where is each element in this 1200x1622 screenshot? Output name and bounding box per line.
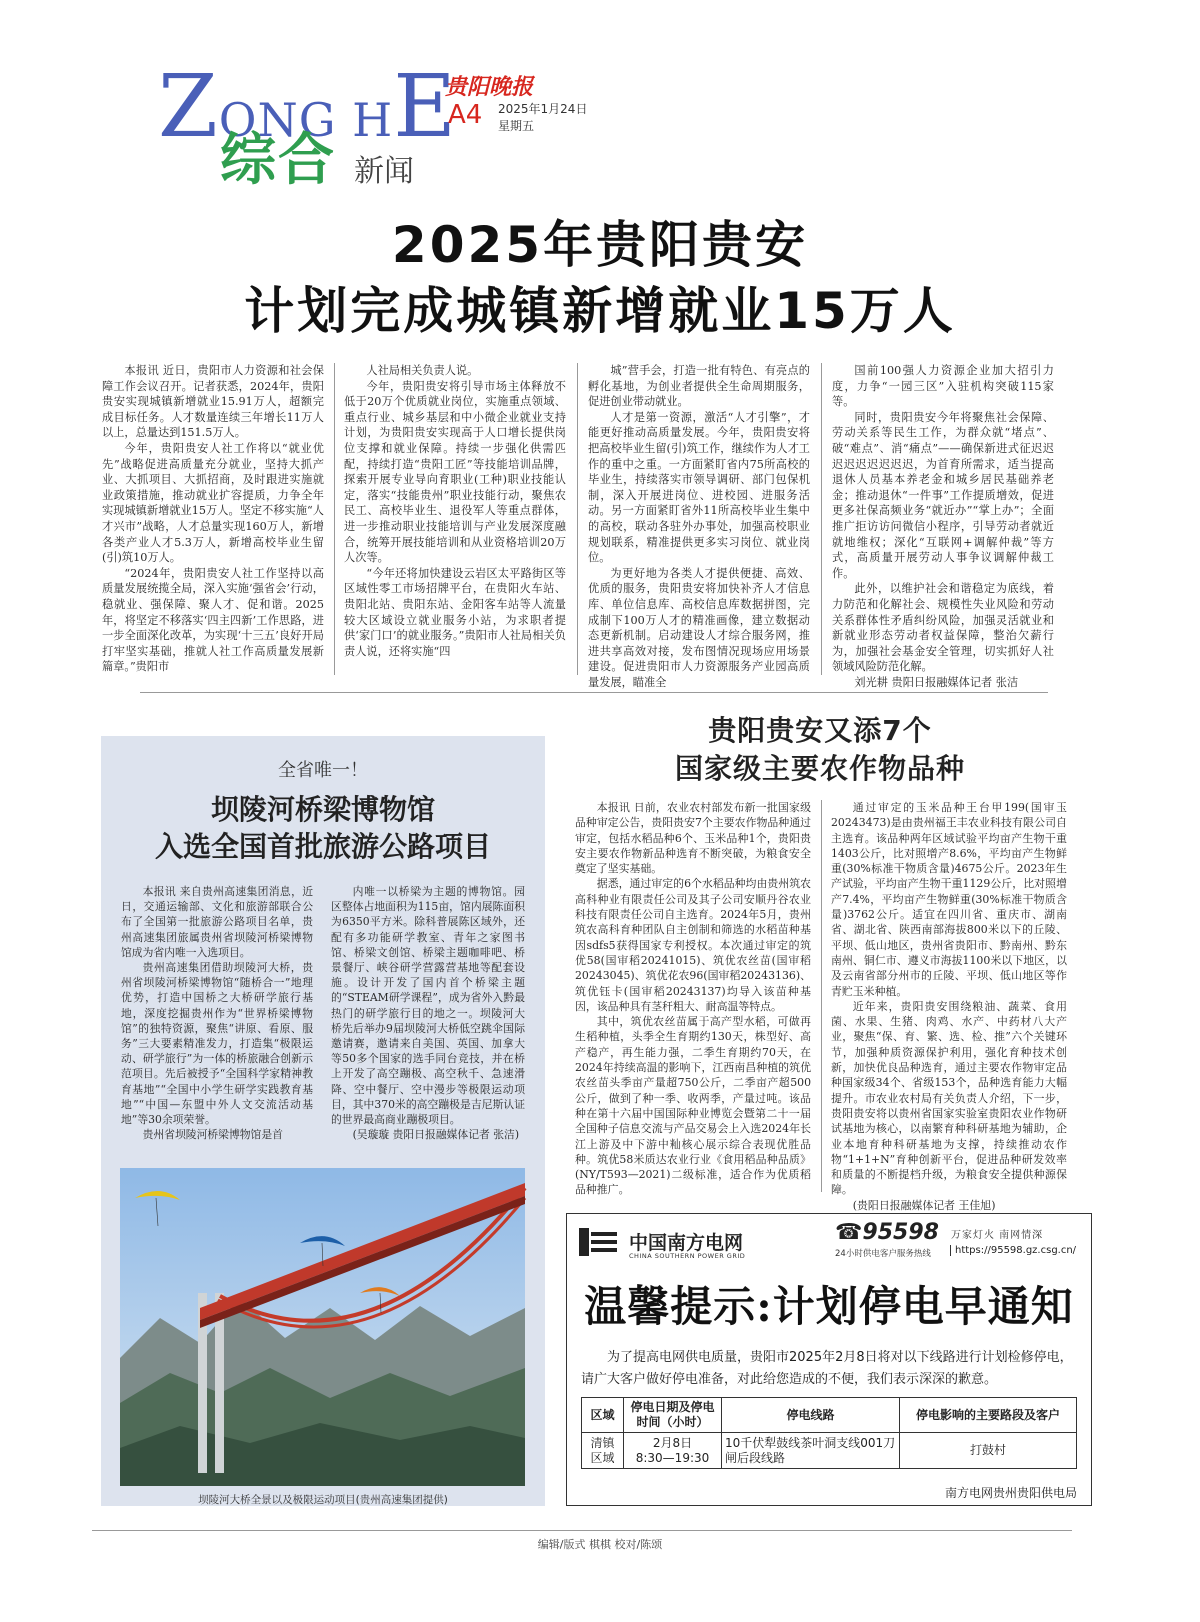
bridge-photo — [120, 1168, 525, 1486]
hotline-number: ☎95598 — [835, 1220, 939, 1245]
cell-date: 2月8日 — [652, 1435, 693, 1450]
paragraph: 今年，贵阳贵安人社工作将以“就业优先”战略促进高质量充分就业，坚持大抓产业、大抓项目、大抓招商，及时跟进实施就业政策措施，推动就业扩容提质，力争全年实现城镇新增就业15万人。坚定不移实施“人才兴市”战略，人才总量实现160万人，新增各类产业人才5.3万人，新增高校毕业生留(引)筑10万人。 — [102, 441, 324, 565]
power-outage-notice-ad — [566, 1213, 1092, 1506]
cell-line: 10千伏犁鼓线茶叶洞支线001刀闸后段线路 — [722, 1433, 900, 1469]
article1-column-1 — [102, 363, 324, 675]
hotline-label: 24小时供电客户服务热线 — [835, 1249, 931, 1259]
paragraph: 本报讯 近日，贵阳市人力资源和社会保障工作会议召开。记者获悉，2024年，贵阳贵安实现城镇新增就业15.91万人，超额完成目标任务。人才数量连续三年增长11万人以上，总量达到151.5万人。 — [102, 364, 324, 440]
photo-caption: 坝陵河大桥全景以及极限运动项目(贵州高速集团提供) — [198, 1494, 448, 1506]
paragraph: 城”营手会，打造一批有特色、有亮点的孵化基地，为创业者提供全生命周期服务，促进创业带动就业。 — [588, 364, 810, 409]
pinyin-z: Z — [158, 57, 219, 157]
paragraph: 为更好地为各类人才提供便捷、高效、优质的服务，贵阳贵安将加快补齐人才信息库、单位信息库、高校信息库数据拼图，完成制下100万人才的精准画像，建立数据动态更新机制。启动建设人才综合服务网，推进共享高效对接，发布图情况现场应用场景建设。促进贵阳市人力资源服务产业园高质量发展，瞄准全 — [588, 566, 810, 689]
headline-line-2: 计划完成城镇新增就业15万人 — [244, 282, 956, 340]
footer-rule — [92, 1530, 1072, 1531]
column-divider — [821, 363, 822, 675]
feature-kicker: 全省唯一！ — [278, 760, 368, 781]
notice-title: 温馨提示:计划停电早通知 — [584, 1282, 1074, 1331]
paragraph: “2024年，贵阳贵安人社工作坚持以高质量发展统揽全局，深入实施‘强省会’行动，稳就业、强保障、聚人才、促和谐。2025年，将坚定不移落实‘四主四新’工作思路，进一步全面深化改革，为实现‘十三五’良好开局打牢坚实基础，推就人社工作高质量发展新篇章。”贵阳市 — [102, 566, 324, 674]
slogan: 万家灯火 南网情深 — [951, 1230, 1044, 1241]
feature-title-line-2: 入选全国首批旅游公路项目 — [154, 830, 491, 863]
footer-credits: 编辑/版式 棋棋 校对/陈颂 — [537, 1538, 663, 1551]
weekday: 星期五 — [498, 119, 535, 133]
header-affected: 停电影响的主要路段及客户 — [900, 1398, 1077, 1433]
outage-table — [581, 1397, 1077, 1469]
paragraph: (贵阳日报融媒体记者 王佳旭) — [852, 1198, 996, 1212]
table-header-row — [582, 1398, 1077, 1433]
article1-column-2 — [344, 363, 566, 675]
feature-title-line-1: 坝陵河桥梁博物馆 — [210, 793, 435, 826]
cell-area: 清镇区域 — [582, 1433, 624, 1469]
paragraph: 本报讯 来自贵州高速集团消息，近日，交通运输部、文化和旅游部联合公布了全国第一批旅游公路项目名单，贵州高速集团旅属贵州省坝陵河桥梁博物馆成为省内唯一入选项目。 — [121, 885, 313, 959]
csg-logo — [577, 1224, 757, 1264]
column-divider — [821, 800, 822, 1192]
paragraph: 近年来，贵阳贵安围绕粮油、蔬菜、食用菌、水果、生猪、肉鸡、水产、中药材八大产业，聚焦“保、育、繁、选、检、推”六个关键环节，加强种质资源保护利用，强化育种技术创新，加快优良品种选育，通过主要农作物审定品种国家级34个、省级153个，品种选育能力大幅提升。市农业农村局有关负责人介绍，下一步，贵阳贵安将以贵州省国家实验室贵阳农业作物研试基地为核心，以南繁育种科研基地为辅助，企业本地育种科研基地为支撑，持续推动农作物“1+1+N”育种创新平台，促进品种研发效率和质量的不断提档升级，为粮食安全提供种源保障。 — [831, 999, 1067, 1197]
feature-column-1 — [121, 884, 313, 1166]
notice-signature: 南方电网贵州贵阳供电局 — [944, 1486, 1077, 1500]
service-url[interactable]: https://95598.gz.csg.cn/ — [950, 1245, 1076, 1256]
logo-chinese: 中国南方电网 — [629, 1232, 744, 1254]
cell-hours: 8:30—19:30 — [635, 1450, 710, 1465]
table-row — [582, 1433, 1077, 1469]
paragraph: 此外，以维护社会和谐稳定为底线，着力防范和化解社会、规模性失业风险和劳动关系群体性矛盾纠纷风险，加强灵活就业和新就业形态劳动者权益保障，整治欠薪行为，加强社会基金安全管理，切实抓好人社领域风险防范化解。 — [832, 582, 1054, 674]
paragraph: 通过审定的玉米品种王台甲199(国审玉20243473)是由贵州福王丰农业科技有限公司自主选育。该品种两年区域试验平均亩产生物干重1403公斤，比对照增产8.6%，平均亩产生物鲜重(30%标准干物质含量)4675公斤。2023年生产试验，平均亩产生物干重1129公斤，比对照增产7.4%，平均亩产生物鲜重(30%标准干物质含量)3762公斤。适宜在四川省、重庆市、湖南省、湖北省、陕西南部海拔800米以下的丘陵、平坝、低山地区，贵州省贵阳市、黔南州、黔东南州、铜仁市、遵义市海拔1100米以下地区，以及云南省部分州市的丘陵、平坝、低山地区等作青贮玉米种植。 — [831, 801, 1067, 998]
article1-column-4 — [832, 363, 1054, 689]
logo-english: CHINA SOUTHERN POWER GRID — [629, 1252, 746, 1260]
paragraph: 内唯一以桥梁为主题的博物馆。园区整体占地面积为115亩，馆内展陈面积为6350平方米。除科普展陈区域外，还配有多功能研学教室、青年之家图书馆、桥梁文创馆、桥梁主题咖啡吧、桥景餐厅、峡谷研学营露营基地等配套设施。设计开发了国内首个桥梁主题的“STEAM研学课程”，成为省外入黔最热门的研学旅行目的地之一。坝陵河大桥先后举办9届坝陵河大桥低空跳伞国际邀请赛，邀请来自美国、英国、加拿大等50多个国家的选手同台竞技，并在桥上开发了高空蹦极、高空秋千、急速滑降、空中餐厅、空中漫步等极限运动项目，其中370米的高空蹦极是吉尼斯认证的世界最高商业蹦极项目。 — [331, 885, 525, 1127]
paragraph: 本报讯 日前，农业农村部发布新一批国家级品种审定公告，贵阳贵安7个主要农作物品种通过审定，包括水稻品种6个、玉米品种1个，贵阳贵安主要农作物新品种选育不断突破，为粮食安全奠定了坚实基础。 — [575, 801, 811, 876]
issue-date — [498, 101, 587, 135]
cell-affected: 打鼓村 — [900, 1433, 1077, 1469]
section-divider — [140, 692, 1048, 693]
date: 2025年1月24日 — [498, 102, 588, 116]
feature-box — [101, 736, 545, 1506]
paragraph: 贵州省坝陵河桥梁博物馆是首 — [142, 1128, 283, 1142]
article2-title — [570, 712, 1070, 788]
pinyin-rest: ONG H — [218, 93, 394, 147]
paragraph: 贵州高速集团借助坝陵河大桥，贵州省坝陵河桥梁博物馆“随桥合一”地理优势，打造中国桥之大桥研学旅行基地，深度挖掘贵州作为“世界桥梁博物馆”的独特资源，聚焦“讲原、看原、服务”三大要素精准发力，打造集“极限运动、研学旅行”为一体的桥旅融合创新示范项目。先后被授予“全国科学家精神教育基地”“全国中小学生研学实践教育基地”“中国—东盟中外人文交流活动基地”等30余项荣誉。 — [121, 961, 313, 1127]
header-area: 区域 — [582, 1398, 624, 1433]
csg-logo-icon — [577, 1224, 621, 1260]
cell-time — [624, 1433, 722, 1469]
column-subtitle: 新闻 — [354, 154, 414, 189]
paragraph: 据悉，通过审定的6个水稻品种均由贵州筑农高科种业有限责任公司及其子公司安顺丹谷农业科技有限责任公司自主选育。2024年5月，贵州筑农高科育种团队自主创制和筛选的水稻苗种基因sdfs5获得国家专利授权。本次通过审定的筑优58(国审稻20241015)、筑优农丝苗(国审稻20243045)、筑优花农96(国审稻20243136)、筑优钰卡(国审稻20243137)均导入该苗种基因，该品种具有茎秆粗大、耐高温等特点。 — [575, 877, 811, 1013]
masthead — [158, 57, 638, 193]
notice-text: 为了提高电网供电质量，贵阳市2025年2月8日将对以下线路进行计划检修停电，请广大客户做好停电准备，对此给您造成的不便，我们表示深深的歉意。 — [581, 1350, 1073, 1387]
paragraph: 今年，贵阳贵安将引导市场主体释放不低于20万个优质就业岗位，实施重点领域、重点行业、城乡基层和中小微企业就业支持计划，为贵阳贵安实现高于人口增长提供岗位支撑和就业保障。持续一步强化供需匹配，持续打造“贵阳工匠”等技能培训品牌，探索开展专业导向育职业(工种)职业技能认定，落实“技能贵州”职业技能行动，聚焦农民工、高校毕业生、退役军人等重点群体，进一步推动职业技能培训与产业发展深度融合，统筹开展技能培训和从业资格培训20万人次等。 — [344, 379, 566, 565]
paragraph: 人才是第一资源，激活“人才引擎”，才能更好推动高质量发展。今年，贵阳贵安将把高校毕业生留(引)筑工作，继续作为人才工作的重中之重。一方面紧盯省内75所高校的毕业生，持续落实市领导调研、部门包保机制，深入开展进岗位、进校园、进服务活动。另一方面紧盯省外11所高校毕业生集中的高校，联动各驻外办事处，加强高校职业规划联系，精准提供更多实习岗位、就业岗位。 — [588, 410, 810, 565]
paragraph: 刘光耕 贵阳日报融媒体记者 张洁 — [854, 675, 1019, 689]
paragraph: 国前100强人力资源企业加大招引力度，力争“一园三区”入驻机构突破115家等。 — [832, 364, 1054, 409]
article2-column-2 — [831, 800, 1067, 1212]
paragraph: (吴璇璇 贵阳日报融媒体记者 张洁) — [352, 1128, 520, 1142]
column-divider — [334, 363, 335, 675]
main-headline — [0, 212, 1200, 344]
article2-column-1 — [575, 800, 811, 1197]
article2-title-line-1: 贵阳贵安又添7个 — [708, 714, 932, 747]
column-divider — [577, 363, 578, 675]
header-time: 停电日期及停电时间（小时） — [624, 1398, 722, 1433]
article2-title-line-2: 国家级主要农作物品种 — [674, 752, 965, 785]
column-title: 综合 — [220, 128, 336, 193]
pinyin-e: E — [393, 57, 457, 157]
headline-line-1: 2025年贵阳贵安 — [391, 216, 809, 274]
paper-name: 贵阳晚报 — [445, 74, 534, 100]
paragraph: 同时，贵阳贵安今年将聚焦社会保障、劳动关系等民生工作，为群众就“堵点”、破“难点”、消“痛点”——确保新进式征迟迟迟迟迟迟迟迟迟，为首育所需求，适当提高退休人员基本养老金和城乡居民基础养老金；推动退休“一件事”工作提质增效，促进更多社保高频业务“就近办”“掌上办”；全面推广拒访访问微信小程序，引导劳动者就近就地维权；深化“互联网+调解仲裁”等方式，高质量开展劳动人事争议调解仲裁工作。 — [832, 410, 1054, 580]
paragraph: 其中，筑优农丝苗属于高产型水稻，可做再生稻种植，头季全生育期约130天，株型好、高产稳产，再生能力强，二季生育期约70天，在2024年持续高温的影响下，江西南昌种植的筑优农丝苗头季亩产量超750公斤，二季亩产超500公斤，做到了种一季、收两季，产量过吨。该品种在第十六届中国国际种业博览会暨第二十一届全国种子信息交流与产品交易会上入选2024年长江上游及中下游中籼核心展示综合表现优胜品种。筑优58米质达农业行业《食用稻品种品质》(NY/T593—2021)二级标准，适合作为优质稻品种推广。 — [575, 1015, 811, 1197]
paragraph: “今年还将加快建设云岩区太平路街区等区域性零工市场招牌平台，在贵阳火车站、贵阳北站、贵阳东站、金阳客车站等人流量较大区域设立就业服务小站，为求职者提供‘家门口’的就业服务。”贵阳市人社局相关负责人说，还将实施“四 — [344, 566, 566, 658]
article1-column-3 — [588, 363, 810, 689]
feature-title — [101, 791, 545, 865]
page-number: A4 — [448, 100, 483, 130]
paragraph: 人社局相关负责人说。 — [366, 364, 479, 377]
header-line: 停电线路 — [722, 1398, 900, 1433]
feature-column-2 — [331, 884, 525, 1166]
